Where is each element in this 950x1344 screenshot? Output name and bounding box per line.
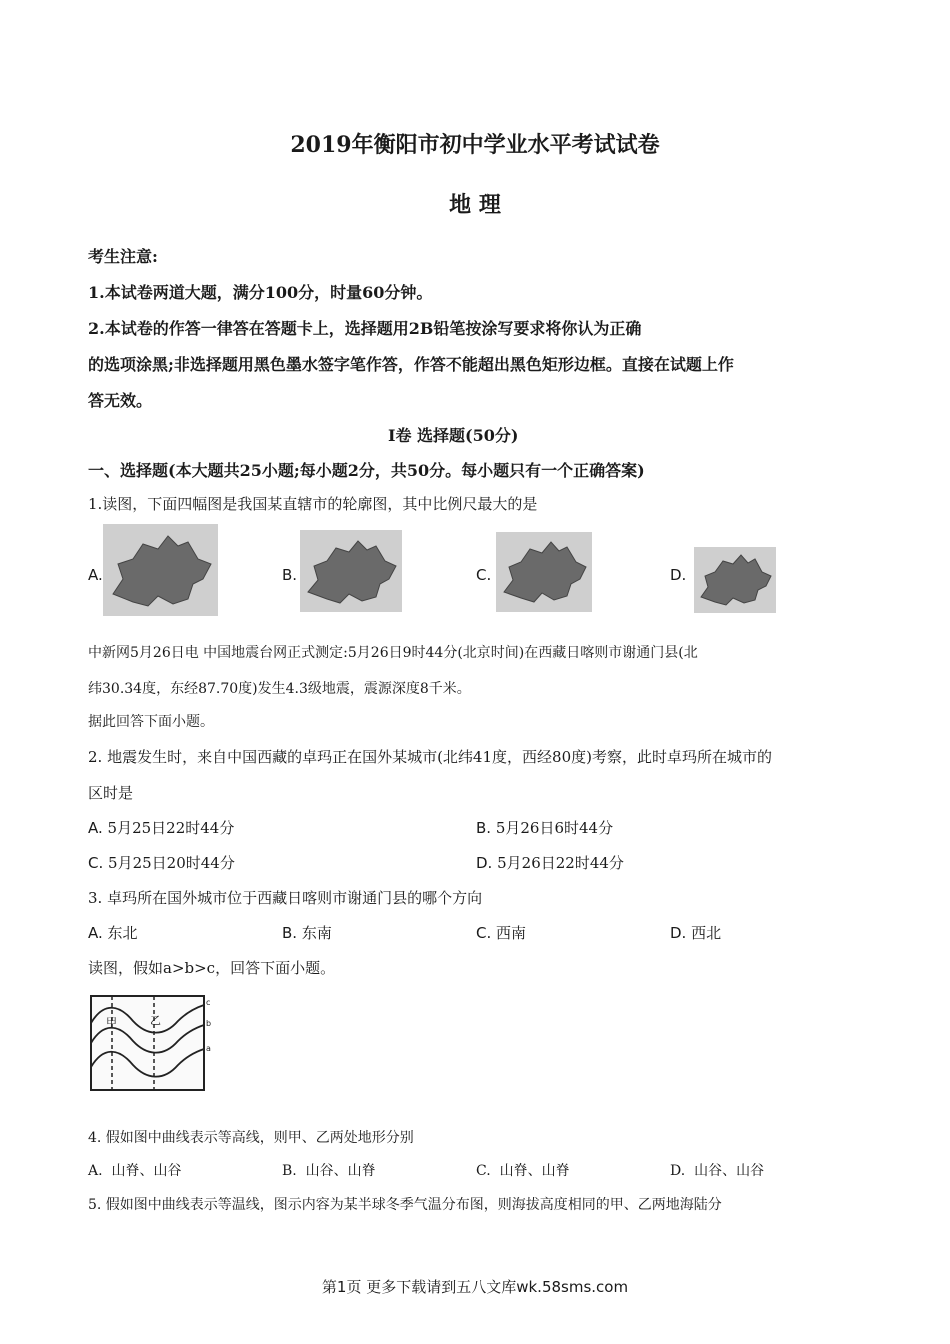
notice-line-2b: 的选项涂黑;非选择题用黑色墨水签字笔作答，作答不能超出黑色矩形边框。直接在试题上作 xyxy=(88,355,734,374)
notice-line-2a: 2.本试卷的作答一律答在答题卡上，选择题用2B铅笔按涂写要求将你认为正确 xyxy=(88,319,642,338)
q1-option-a-label: A. xyxy=(88,566,103,584)
notice-heading: 考生注意: xyxy=(88,247,158,266)
label-b: b xyxy=(206,1019,212,1028)
q2-option-b: B. 5月26日6时44分 xyxy=(476,819,614,837)
q3-option-b: B. 东南 xyxy=(282,924,332,942)
q1-option-c-label: C. xyxy=(476,566,492,584)
q1-option-d-label: D. xyxy=(670,566,687,584)
q2-option-d: D. 5月26日22时44分 xyxy=(476,854,624,872)
section-instruction: 一、选择题(本大题共25小题;每小题2分，共50分。每小题只有一个正确答案) xyxy=(88,461,645,480)
page-footer: 第1页 更多下载请到五八文库wk.58sms.com xyxy=(321,1278,629,1296)
q2-stem-1: 2. 地震发生时，来自中国西藏的卓玛正在国外某城市(北纬41度，西经80度)考察，此时卓玛所在城市的 xyxy=(88,748,772,766)
q3-option-a: A. 东北 xyxy=(88,924,138,942)
q4-option-c: C. 山脊、山脊 xyxy=(476,1163,570,1179)
q1-option-b-label: B. xyxy=(282,566,298,584)
map-outline-d xyxy=(694,547,776,613)
q2-option-a: A. 5月25日22时44分 xyxy=(88,819,235,837)
news-line-3: 据此回答下面小题。 xyxy=(88,714,214,730)
q1-stem: 1.读图，下面四幅图是我国某直辖市的轮廓图，其中比例尺最大的是 xyxy=(88,495,538,513)
contour-figure xyxy=(88,993,213,1095)
q2-option-c: C. 5月25日20时44分 xyxy=(88,854,235,872)
label-c: c xyxy=(206,998,211,1007)
label-yi: 乙 xyxy=(150,1014,161,1027)
subject-title: 地 理 xyxy=(449,192,501,218)
map-outline-c xyxy=(496,532,592,612)
q3-option-d: D. 西北 xyxy=(670,924,722,942)
map-outline-b xyxy=(300,530,402,612)
figure-instruction: 读图，假如a>b>c，回答下面小题。 xyxy=(88,959,336,977)
label-a: a xyxy=(206,1044,211,1053)
q3-stem: 3. 卓玛所在国外城市位于西藏日喀则市谢通门县的哪个方向 xyxy=(88,889,483,907)
q4-option-d: D. 山谷、山谷 xyxy=(670,1163,765,1179)
exam-title: 2019年衡阳市初中学业水平考试试卷 xyxy=(290,132,660,158)
q3-option-c: C. 西南 xyxy=(476,924,527,942)
notice-line-1: 1.本试卷两道大题，满分100分，时量60分钟。 xyxy=(88,283,433,302)
q2-stem-2: 区时是 xyxy=(88,784,134,802)
news-line-1: 中新网5月26日电 中国地震台网正式测定:5月26日9时44分(北京时间)在西藏日喀则市谢通门县(北 xyxy=(88,645,698,661)
notice-line-2c: 答无效。 xyxy=(88,391,153,410)
section-header: I卷 选择题(50分) xyxy=(388,426,519,445)
label-jia: 甲 xyxy=(106,1016,117,1029)
map-outline-a xyxy=(103,524,218,616)
q5-stem: 5. 假如图中曲线表示等温线，图示内容为某半球冬季气温分布图，则海拔高度相同的甲、乙两地海陆分 xyxy=(88,1197,722,1213)
news-line-2: 纬30.34度，东经87.70度)发生4.3级地震，震源深度8千米。 xyxy=(88,681,471,697)
q4-option-a: A. 山脊、山谷 xyxy=(88,1163,182,1179)
q4-stem: 4. 假如图中曲线表示等高线，则甲、乙两处地形分别 xyxy=(88,1130,414,1146)
q4-option-b: B. 山谷、山脊 xyxy=(282,1163,376,1179)
